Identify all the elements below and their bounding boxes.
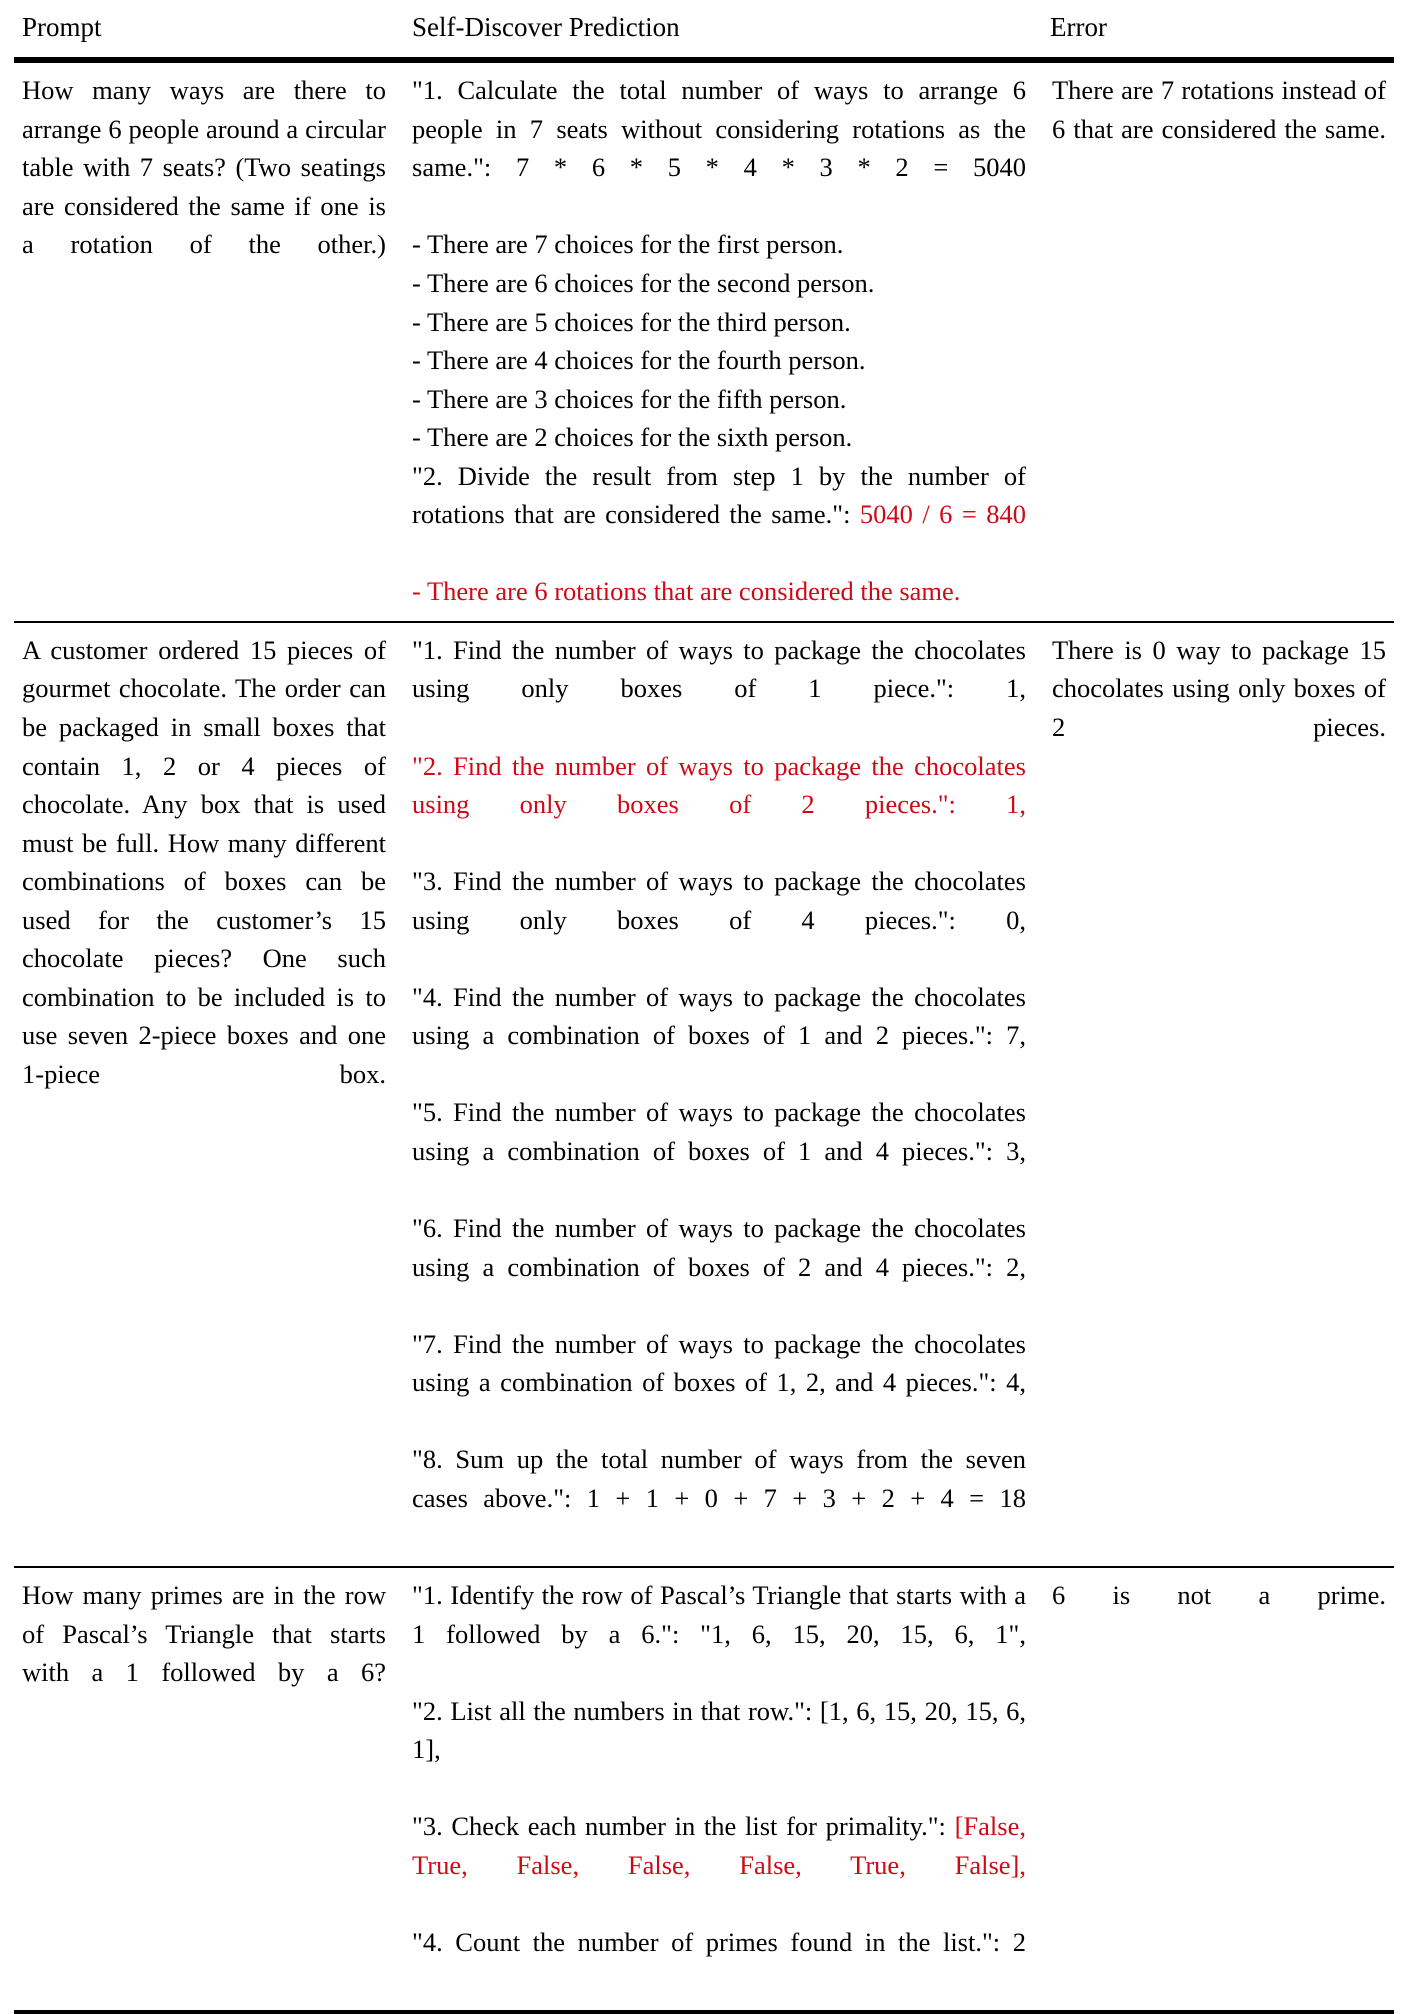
cell-prediction (402, 63, 1040, 622)
prediction-line-text: - There are 4 choices for the fourth person. (412, 345, 866, 376)
prediction-line (412, 1209, 1026, 1325)
prediction-line-text: - There are 5 choices for the third person. (412, 306, 851, 337)
prediction-line-text: "4. Count the number of primes found in the list.": 2 (412, 1926, 1026, 1957)
table-header (14, 0, 1394, 59)
prediction-line (412, 225, 1026, 264)
table-row (14, 623, 1394, 1567)
cell-error (1040, 623, 1394, 1567)
prediction-line-text: "2. Divide the result from step 1 by the number of rotations that are considered the same.": (412, 460, 1026, 530)
prediction-line (412, 1692, 1026, 1808)
prediction-line (412, 457, 1026, 573)
error-text: There are 7 rotations instead of 6 that are considered the same. (1052, 75, 1386, 144)
prompt-text: A customer ordered 15 pieces of gourmet chocolate. The order can be packaged in small boxes that contain 1, 2 or 4 pieces of chocolate. Any box that is used must be full. How many different combinations of boxes can be used for the customer’s 15 chocolate pieces? One such combination to be included is to use seven 2-piece boxes and one 1-piece box. (22, 634, 386, 1089)
prediction-line (412, 1807, 1026, 1923)
cell-prompt (14, 1568, 402, 2012)
prediction-line-text: "3. Check each number in the list for primality.": (412, 1811, 955, 1842)
table-row (14, 63, 1394, 622)
table-row (14, 1568, 1394, 2012)
prediction-line-text: "5. Find the number of ways to package the chocolates using a combination of boxes of 1 and 4 pieces.": 3, (412, 1097, 1026, 1167)
table-body (14, 62, 1394, 2014)
prediction-line (412, 1440, 1026, 1556)
prediction-line-text: "3. Find the number of ways to package the chocolates using only boxes of 4 pieces.": 0, (412, 866, 1026, 935)
prediction-line-highlight: [False, True, False, False, False, True, False], (412, 1811, 1026, 1880)
prediction-line (412, 978, 1026, 1094)
results-table (14, 0, 1394, 2014)
prediction-line (412, 71, 1026, 225)
prediction-line-text: - There are 3 choices for the fifth person. (412, 383, 847, 414)
header-row (14, 0, 1394, 59)
prediction-line (412, 572, 1026, 611)
prediction-line-highlight: - There are 6 rotations that are considered the same. (412, 576, 961, 607)
prediction-line-highlight: 5040 / 6 = 840 (859, 499, 1026, 530)
prediction-line-text: "4. Find the number of ways to package the chocolates using a combination of boxes of 1 and 2 pieces.": 7, (412, 981, 1026, 1051)
prediction-line-text: "7. Find the number of ways to package the chocolates using a combination of boxes of 1, 2, and 4 pieces.": 4, (412, 1328, 1026, 1398)
cell-error (1040, 1568, 1394, 2012)
error-text: There is 0 way to package 15 chocolates using only boxes of 2 pieces. (1052, 634, 1386, 742)
prediction-line-text: "1. Calculate the total number of ways to arrange 6 people in 7 seats without considering rotations as the same.": 7 * 6 * 5 * 4 * 3 * 2 = 5040 (412, 75, 1026, 183)
prediction-line (412, 1093, 1026, 1209)
prediction-line (412, 1325, 1026, 1441)
cell-prompt (14, 63, 402, 622)
prompt-text: How many ways are there to arrange 6 people around a circular table with 7 seats? (Two seatings are considered the same if one is a rotation of the other.) (22, 75, 386, 260)
prediction-line-text: - There are 2 choices for the sixth person. (412, 422, 853, 453)
column-header-prediction: Self-Discover Prediction (412, 12, 680, 42)
column-header-error: Error (1050, 12, 1107, 42)
prediction-line (412, 1576, 1026, 1692)
prediction-line-highlight: "2. Find the number of ways to package the chocolates using only boxes of 2 pieces.": 1, (412, 750, 1026, 820)
prediction-line (412, 1923, 1026, 2000)
prediction-line-text: "2. List all the numbers in that row.": [1, 6, 15, 20, 15, 6, 1], (412, 1695, 1026, 1765)
prediction-line (412, 747, 1026, 863)
prediction-line-text: - There are 6 choices for the second person. (412, 267, 875, 298)
prediction-line (412, 418, 1026, 457)
prediction-line-text: - There are 7 choices for the first person. (412, 229, 844, 260)
cell-error (1040, 63, 1394, 622)
cell-prompt (14, 623, 402, 1567)
prediction-line (412, 303, 1026, 342)
prediction-line (412, 862, 1026, 978)
column-header-prompt: Prompt (22, 12, 102, 42)
prediction-line-text: "8. Sum up the total number of ways from the seven cases above.": 1 + 1 + 0 + 7 + 3 + 2 + 4 = 18 (412, 1444, 1026, 1513)
prediction-line (412, 631, 1026, 747)
prediction-line (412, 264, 1026, 303)
prediction-line-text: "6. Find the number of ways to package the chocolates using a combination of boxes of 2 and 4 pieces.": 2, (412, 1213, 1026, 1282)
cell-prediction (402, 623, 1040, 1567)
prediction-line-text: "1. Identify the row of Pascal’s Triangle that starts with a 1 followed by a 6.": "1, 6, 15, 20, 15, 6, 1", (412, 1580, 1026, 1649)
prediction-line-text: "1. Find the number of ways to package the chocolates using only boxes of 1 piece.": 1, (412, 634, 1026, 704)
error-text: 6 is not a prime. (1052, 1580, 1386, 1611)
cell-prediction (402, 1568, 1040, 2012)
prediction-line (412, 380, 1026, 419)
prompt-text: How many primes are in the row of Pascal’s Triangle that starts with a 1 followed by a 6? (22, 1580, 386, 1688)
prediction-line (412, 341, 1026, 380)
